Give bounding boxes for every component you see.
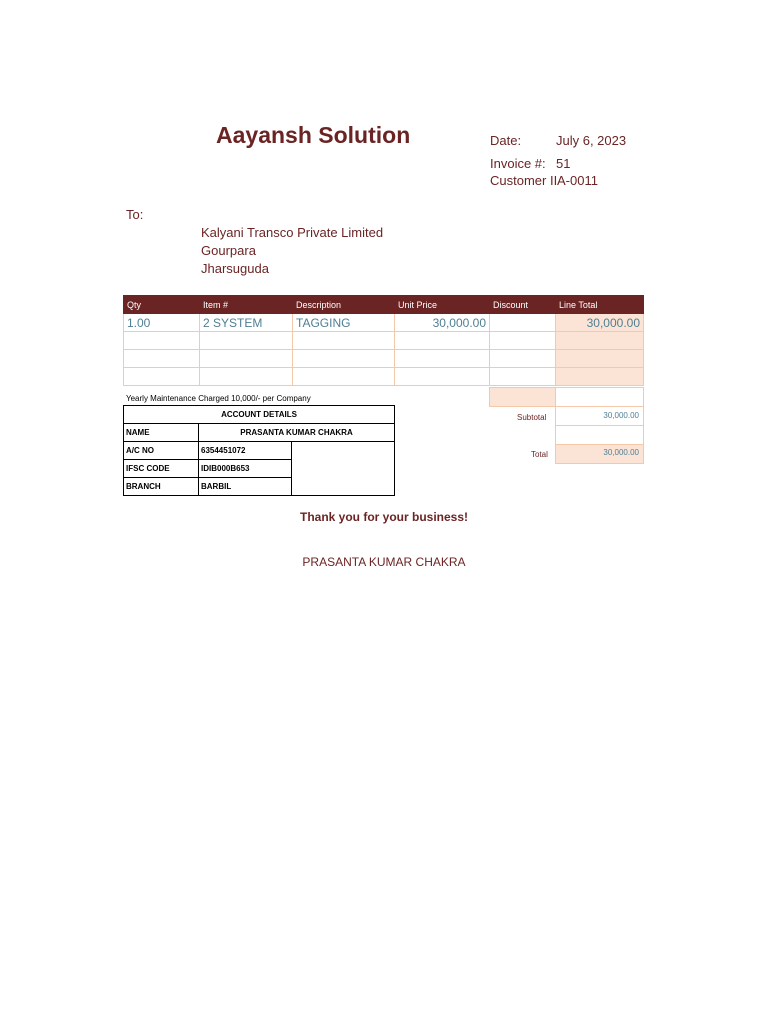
unit-price-cell — [395, 332, 490, 350]
qty-cell — [124, 332, 200, 350]
account-details-table — [123, 405, 395, 496]
customer-id-label: Customer II — [490, 173, 558, 188]
acno-label: A/C NO — [124, 442, 199, 460]
discount-cell — [490, 350, 556, 368]
subtotal-label: Subtotal — [517, 413, 547, 422]
unit-price-cell — [395, 368, 490, 386]
column-header: Item # — [200, 296, 293, 314]
unit-price-cell: 30,000.00 — [395, 314, 490, 332]
ifsc-label: IFSC CODE — [124, 460, 199, 478]
name-value: PRASANTA KUMAR CHAKRA — [199, 424, 395, 442]
ifsc-value: IDIB000B653 — [199, 460, 292, 478]
description-cell — [293, 350, 395, 368]
subtotal-cell — [555, 406, 644, 426]
account-blank-cell — [292, 442, 395, 496]
line-total-cell — [556, 350, 644, 368]
item-cell: 2 SYSTEM — [200, 314, 293, 332]
discount-total-cell — [489, 387, 556, 407]
items-header-row — [124, 296, 644, 314]
invoice-number: 51 — [556, 156, 571, 171]
blank-total-cell — [555, 387, 644, 407]
line-total-cell — [556, 332, 644, 350]
total-value: 30,000.00 — [603, 448, 639, 457]
item-cell — [200, 332, 293, 350]
discount-cell — [490, 332, 556, 350]
qty-cell — [124, 350, 200, 368]
qty-cell — [124, 368, 200, 386]
item-cell — [200, 368, 293, 386]
account-title: ACCOUNT DETAILS — [124, 406, 395, 424]
discount-cell — [490, 314, 556, 332]
maintenance-note: Yearly Maintenance Charged 10,000/- per Company — [126, 394, 311, 403]
address-line: Kalyani Transco Private Limited — [201, 225, 384, 240]
description-cell: TAGGING — [293, 314, 395, 332]
qty-cell: 1.00 — [124, 314, 200, 332]
table-row — [124, 314, 644, 332]
discount-cell — [490, 368, 556, 386]
items-table — [123, 295, 644, 386]
address-line: Gourpara — [201, 243, 256, 258]
description-cell — [293, 332, 395, 350]
company-name: Aayansh Solution — [216, 122, 411, 148]
branch-value: BARBIL — [199, 478, 292, 496]
column-header: Discount — [490, 296, 556, 314]
column-header: Unit Price — [395, 296, 490, 314]
to-label: To: — [126, 207, 144, 222]
customer-id-value: A-0011 — [557, 173, 598, 188]
total-label: Total — [531, 450, 548, 459]
acno-value: 6354451072 — [199, 442, 292, 460]
column-header: Qty — [124, 296, 200, 314]
column-header: Line Total — [556, 296, 644, 314]
column-header: Description — [293, 296, 395, 314]
invoice-label: Invoice #: — [490, 156, 546, 171]
thank-you-message: Thank you for your business! — [299, 510, 469, 524]
description-cell — [293, 368, 395, 386]
subtotal-value: 30,000.00 — [603, 411, 639, 420]
name-label: NAME — [124, 424, 199, 442]
branch-label: BRANCH — [124, 478, 199, 496]
tax-cell — [555, 425, 644, 445]
address-line: Jharsuguda — [201, 261, 269, 276]
date-value: July 6, 2023 — [556, 133, 627, 148]
table-row — [124, 368, 644, 386]
signature-name: PRASANTA KUMAR CHAKRA — [302, 555, 466, 569]
table-row — [124, 332, 644, 350]
unit-price-cell — [395, 350, 490, 368]
table-row — [124, 350, 644, 368]
line-total-cell — [556, 368, 644, 386]
date-label: Date: — [490, 133, 522, 148]
item-cell — [200, 350, 293, 368]
total-cell — [555, 444, 644, 464]
line-total-cell: 30,000.00 — [556, 314, 644, 332]
